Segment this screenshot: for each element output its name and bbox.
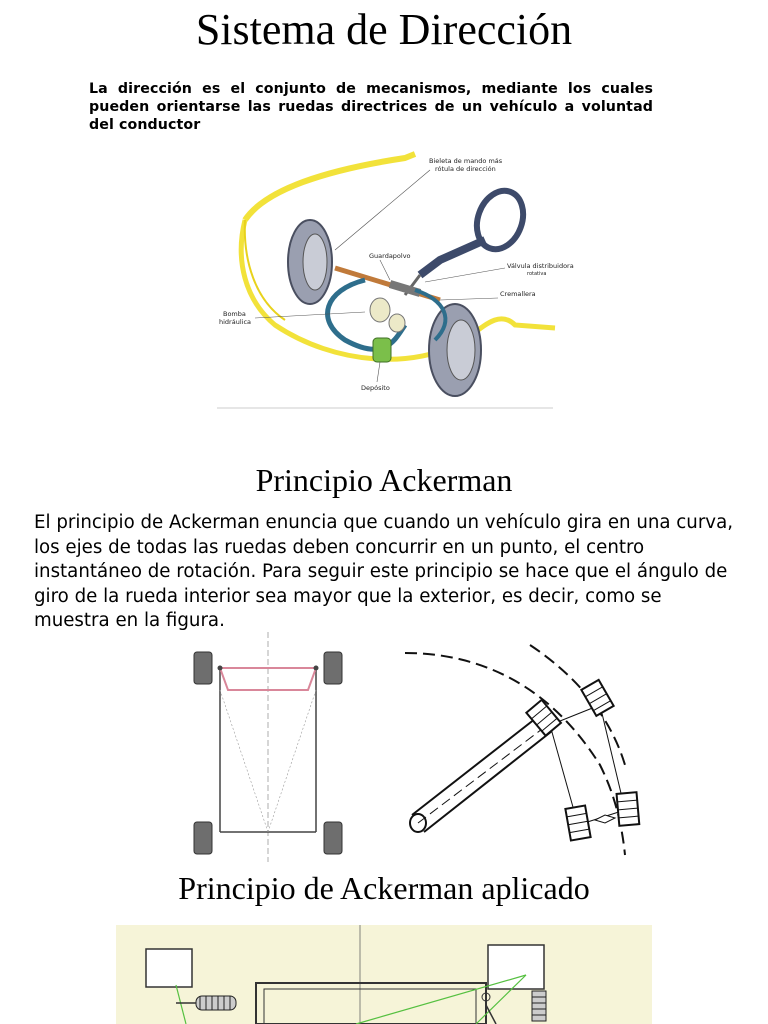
label-deposito: Depósito <box>361 384 390 392</box>
right-spring <box>532 991 546 1021</box>
label-valvula-2: rotativa <box>527 271 547 277</box>
left-spring <box>196 996 236 1010</box>
steering-system-illustration <box>215 150 574 412</box>
label-bomba-2: hidráulica <box>219 318 251 326</box>
section-heading-ackerman-aplicado: Principio de Ackerman aplicado <box>178 870 590 906</box>
ackerman-turning-diagram <box>400 645 650 855</box>
steering-column <box>420 240 485 275</box>
ackerman-paragraph: El principio de Ackerman enuncia que cuando un vehículo gira en una curva, los ejes de todas las ruedas deben concurrir en un punto, el centro instantáneo de rotación. Para seguir este principio se hace que el ángulo de giro de la rueda interior sea mayor que la exterior, es decir, como se muestra en la figura. <box>34 512 734 631</box>
label-valvula: Válvula distribuidora <box>507 262 574 270</box>
page-title: Sistema de Dirección <box>195 5 573 54</box>
wheel-front-right <box>324 652 342 684</box>
left-wheel-box <box>146 949 192 987</box>
reservoir <box>373 338 391 362</box>
wheel-front-left <box>194 652 212 684</box>
wheel-rear-right <box>324 822 342 854</box>
right-wheel-box <box>488 945 544 989</box>
intro-text: La dirección es el conjunto de mecanismos, mediante los cuales pueden orientarse las ruedas directrices de un vehículo a voluntad del conductor <box>89 81 653 133</box>
section-heading-ackerman: Principio Ackerman <box>255 462 513 498</box>
label-bieleta-2: rótula de dirección <box>435 165 496 173</box>
hydraulic-pump <box>370 298 390 322</box>
label-cremallera: Cremallera <box>500 290 536 298</box>
ackerman-applied-drawing <box>116 925 652 1024</box>
ackerman-chassis-diagram <box>188 632 348 862</box>
car-outline-top <box>245 154 415 220</box>
wheel-rear-left <box>194 822 212 854</box>
label-bomba: Bomba <box>223 310 246 318</box>
label-bieleta: Bieleta de mando más <box>429 157 503 165</box>
label-guardapolvo: Guardapolvo <box>369 252 411 260</box>
